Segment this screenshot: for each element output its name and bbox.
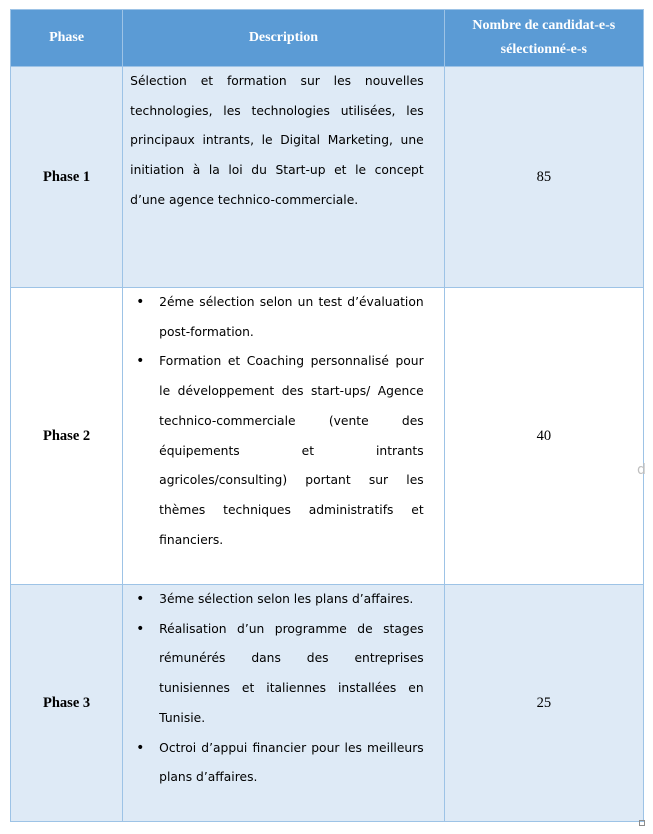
phase-description: Sélection et formation sur les nouvelles technologies, les technologies utilisées, les principaux intrants, le Digital Marketing, une initiation à la loi du Start-up et le concept d’une agence technico-commerciale. — [123, 67, 445, 288]
header-description: Description — [123, 10, 445, 67]
candidate-count: 25 — [444, 585, 643, 822]
phase-label: Phase 2 — [11, 288, 123, 585]
candidate-count: 85 — [444, 67, 643, 288]
phase-label: Phase 1 — [11, 67, 123, 288]
bullet-item: • Formation et Coaching personnalisé pour le développement des start-ups/ Agence technico-commerciale (vente des équipements et intrants agricoles/consulting) portant sur les thèmes techniques administratifs et financiers. — [159, 347, 424, 555]
edge-text-fragment: d — [637, 462, 646, 478]
phases-table — [10, 9, 644, 822]
table-row-phase-3 — [11, 585, 644, 822]
bullet-list — [123, 585, 444, 793]
phase-description — [123, 585, 445, 822]
bullet-list — [123, 288, 444, 555]
table-row-phase-2 — [11, 288, 644, 585]
header-count: Nombre de candidat-e-s sélectionné-e-s — [444, 10, 643, 67]
table-row-phase-1 — [11, 67, 644, 288]
bullet-item: • 3éme sélection selon les plans d’affaires. — [159, 585, 424, 615]
bullet-item: • Réalisation d’un programme de stages rémunérés dans des entreprises tunisiennes et italiennes installées en Tunisie. — [159, 615, 424, 734]
phase-description — [123, 288, 445, 585]
bullet-item: • Octroi d’appui financier pour les meilleurs plans d’affaires. — [159, 734, 424, 793]
bullet-item: • 2éme sélection selon un test d’évaluation post-formation. — [159, 288, 424, 347]
table-resize-handle[interactable] — [639, 820, 645, 826]
header-row — [11, 10, 644, 67]
phase-label: Phase 3 — [11, 585, 123, 822]
header-phase: Phase — [11, 10, 123, 67]
candidate-count: 40 — [444, 288, 643, 585]
